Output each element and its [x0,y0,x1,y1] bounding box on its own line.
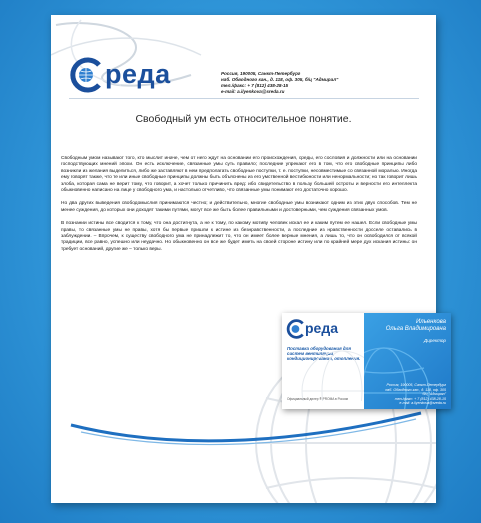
address-line: тел./факс: + 7 (812) 438-28-15 [221,83,289,88]
card-role: Директор [423,338,446,343]
card-logo [286,319,356,341]
paragraph: В познании истины все сводится к тому, что она достигнута, а не к тому, по какому мотиву человек искал ее и каким путем ее нашел. Если свободные умы правы, то связанные умы не правы, хотя бы первые пришли к истине из безнравственности, а последние из нравственности досселе оставались в заблуждении. – Впрочем, к существу свободного ума не принадлежит то, что он имеет более верные мнения, а лишь то, что он освободился от всякой традиции, все равно, успешно или неудачно. Но обыкновенно он все же будет иметь на своей стороне истину или по крайней мере дух искания истины: он требует оснований, другие же – только веры. [61,221,417,252]
card-back [364,313,451,409]
card-given-name: Ольга Владимировна [385,326,446,332]
business-card [282,313,451,409]
letterhead-logo [69,57,209,93]
card-surname: Ильенкова [416,319,446,325]
paragraph: Свободным умом называют того, кто мыслит иначе, чем от него ждут на основании его происхождения, среды, его сословия и должности или на основании господствующих мнений эпохи. Он есть исключение, связанные умы суть правило; последние упрекают его в том, что его свободные принципы либо возникли из желания выделиться, либо же заставляют в нем предполагать свободные поступки, т. е. поступки, несовместимые со связанной моралью. Иногда ему говорят также, что те или иные свободные принципы должны быть объяснены из его умственной вестибюности или ненормальности; но так говорит лишь злоба, которая сама не верит тому, что говорит, а хочет только причинить вред: ибо свидетельство в пользу большей остроты и верности его интеллекта обыкновенно написано на лице у свободного ума, и настолько отчетливо, что связанные умы понимают его достаточно хорошо. [61,156,417,194]
address-line: Россия, 190005, Санкт-Петербург [221,71,301,76]
sreda-logo-icon [69,57,105,93]
card-address-line: наб. Обводного кан., д. 118, оф. 305 [385,387,446,392]
letterhead-page [51,15,436,503]
logo-text: реда [105,59,171,89]
card-address [385,383,446,406]
body-text [61,156,417,260]
paragraph: Но два других выведения свободомыслия принимаются честно; и действительно, многие свободные умы возникают одним из этих двух способов. Тем не менее суждения, до которых они доходят такими путями, могут все же быть более правильными и достоверными, чем суждения связанных умов. [61,201,417,213]
sreda-logo-icon [286,319,306,339]
card-address-line: e-mail: a.ilyenkova@sreda.ru [399,401,446,406]
card-front [282,313,364,409]
card-logo-text: реда [305,320,339,336]
address-line: e-mail: a.ilyenkova@sreda.ru [221,89,285,94]
page-title: Свободный ум есть относительное понятие. [135,113,352,125]
card-tagline: Поставка оборудования для систем вентиляции, кондиционирования, отопления. [287,346,361,362]
card-address-line: б/ц "Адмирал" [422,392,446,397]
card-address-line: тел./факс: + 7 (812) 438-28-15 [394,396,446,401]
card-person-name [386,319,446,333]
card-address-line: Россия, 190005, Санкт-Петербург [386,383,446,387]
card-dealer-note: Официальный дилер ® PROMA в России [287,397,349,401]
letterhead-address [221,71,371,95]
card-globe-icon [282,341,364,401]
header-divider [69,98,419,99]
address-line: наб. Обводного кан., д. 118, оф. 305, б/ц "Адмирал" [221,77,339,82]
